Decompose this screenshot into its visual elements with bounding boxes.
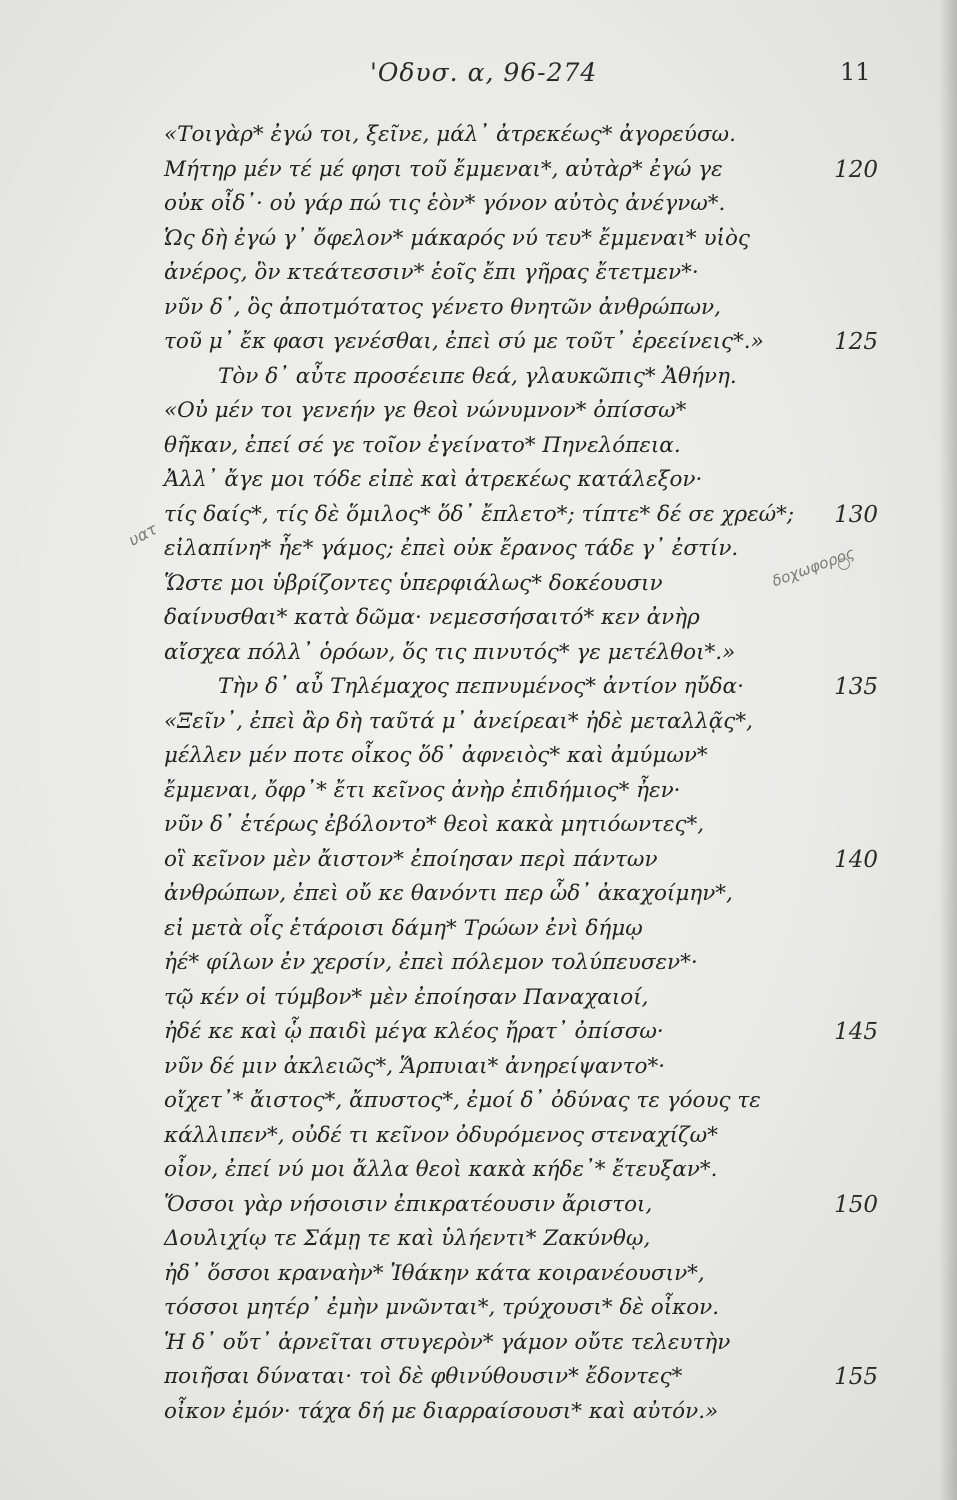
verse-text: ἠέ* φίλων ἐν χερσίν, ἐπεὶ πόλεμον τολύπευσεν*·	[164, 950, 698, 975]
verse-line	[0, 981, 957, 1016]
verse-text: μέλλεν μέν ποτε οἶκος ὅδ᾽ ἀφνειὸς* καὶ ἀμύμων*	[164, 743, 708, 768]
line-number: 150	[834, 1191, 878, 1218]
line-number: 130	[834, 501, 878, 528]
verse-text: νῦν δ᾽ ἑτέρως ἐβόλοντο* θεοὶ κακὰ μητιόωντες*,	[164, 812, 705, 837]
verse-line	[0, 946, 957, 981]
verse-text: Ἡ δ᾽ οὔτ᾽ ἀρνεῖται στυγερὸν* γάμον οὔτε τελευτὴν	[164, 1329, 731, 1355]
verse-line	[0, 1395, 957, 1430]
verse-line	[0, 394, 957, 429]
verse-line	[0, 360, 957, 395]
verse-text: οἶον, ἐπεί νύ μοι ἄλλα θεοὶ κακὰ κήδε᾽* ἔτευξαν*.	[164, 1157, 718, 1182]
verse-text: Τὸν δ᾽ αὖτε προσέειπε θεά, γλαυκῶπις* Ἀθήνη.	[218, 363, 737, 389]
verse-line	[0, 187, 957, 222]
verse-text: ἀνέρος, ὃν κτεάτεσσιν* ἑοῖς ἔπι γῆρας ἔτετμεν*·	[164, 260, 699, 285]
verse-text: αἴσχεα πόλλ᾽ ὁρόων, ὅς τις πινυτός* γε μετέλθοι*.»	[164, 639, 736, 665]
verse-line	[0, 1188, 957, 1223]
verse-line	[0, 1326, 957, 1361]
verse-text: Ὥστε μοι ὑβρίζοντες ὑπερφιάλως* δοκέουσιν	[164, 570, 663, 596]
running-head: 'Οδυσ. α, 96-274	[370, 58, 598, 87]
verse-line	[0, 843, 957, 878]
verse-line	[0, 325, 957, 360]
verse-text: «Ξεῖν᾽, ἐπεὶ ἂρ δὴ ταῦτά μ᾽ ἀνείρεαι* ἠδὲ μεταλλᾷς*,	[164, 708, 753, 734]
verse-text: Ὅσσοι γὰρ νήσοισιν ἐπικρατέουσιν ἄριστοι,	[164, 1191, 653, 1217]
verse-block	[0, 118, 957, 1429]
verse-line	[0, 463, 957, 498]
pencil-annotation-right: δοχωφορος	[769, 543, 857, 591]
verse-text: οἶκον ἐμόν· τάχα δή με διαρραίσουσι* καὶ αὐτόν.»	[164, 1398, 719, 1424]
verse-line	[0, 222, 957, 257]
verse-line	[0, 118, 957, 153]
verse-text: ἀνθρώπων, ἐπεὶ οὔ κε θανόντι περ ὧδ᾽ ἀκαχοίμην*,	[164, 881, 733, 906]
verse-text: οὐκ οἶδ᾽· οὐ γάρ πώ τις ἑὸν* γόνον αὐτὸς ἀνέγνω*.	[164, 191, 726, 216]
verse-line	[0, 1257, 957, 1292]
verse-line	[0, 739, 957, 774]
verse-text: «Οὐ μέν τοι γενεήν γε θεοὶ νώνυμνον* ὀπίσσω*	[164, 398, 687, 423]
verse-line	[0, 774, 957, 809]
verse-text: οἴχετ᾽* ἄιστος*, ἄπυστος*, ἐμοί δ᾽ ὀδύνας τε γόους τε	[164, 1088, 761, 1113]
line-number: 145	[834, 1019, 878, 1045]
verse-line	[0, 1119, 957, 1154]
verse-text: ἠδέ κε καὶ ᾧ παιδὶ μέγα κλέος ἤρατ᾽ ὀπίσσω·	[164, 1019, 664, 1044]
page-number: 11	[840, 58, 871, 86]
line-number: 135	[834, 674, 878, 700]
verse-line	[0, 1360, 957, 1395]
verse-text: εἰλαπίνη* ἦε* γάμος; ἐπεὶ οὐκ ἔρανος τάδε γ᾽ ἐστίν.	[164, 536, 739, 561]
verse-line	[0, 808, 957, 843]
verse-line	[0, 1084, 957, 1119]
verse-text: ἠδ᾽ ὅσσοι κραναὴν* Ἰθάκην κάτα κοιρανέουσιν*,	[164, 1260, 705, 1286]
verse-line	[0, 670, 957, 705]
verse-text: οἳ κεῖνον μὲν ἄιστον* ἐποίησαν περὶ πάντων	[164, 846, 658, 872]
line-number: 140	[834, 846, 878, 873]
verse-text: κάλλιπεν*, οὐδέ τι κεῖνον ὀδυρόμενος στεναχίζω*	[164, 1122, 718, 1148]
verse-text: Τὴν δ᾽ αὖ Τηλέμαχος πεπνυμένος* ἀντίον ηὔδα·	[218, 674, 744, 699]
verse-line	[0, 1050, 957, 1085]
page-header	[0, 58, 957, 98]
verse-text: Μήτηρ μέν τέ μέ φησι τοῦ ἔμμεναι*, αὐτὰρ* ἐγώ γε	[164, 156, 723, 182]
verse-line	[0, 601, 957, 636]
verse-text: εἰ μετὰ οἷς ἑτάροισι δάμη* Τρώων ἐνὶ δήμῳ	[164, 915, 643, 941]
verse-text: Ὡς δὴ ἐγώ γ᾽ ὄφελον* μάκαρός νύ τευ* ἔμμεναι* υἱὸς	[164, 225, 750, 251]
verse-text: ποιῆσαι δύναται· τοὶ δὲ φθινύθουσιν* ἔδοντες*	[164, 1364, 683, 1389]
pencil-annotation-left: υατ	[125, 519, 161, 550]
verse-text: θῆκαν, ἐπεί σέ γε τοῖον ἐγείνατο* Πηνελόπεια.	[164, 432, 681, 458]
verse-text: ἔμμεναι, ὄφρ᾽* ἔτι κεῖνος ἀνὴρ ἐπιδήμιος* ἦεν·	[164, 777, 681, 803]
verse-text: «Τοιγὰρ* ἐγώ τοι, ξεῖνε, μάλ᾽ ἀτρεκέως* ἀγορεύσω.	[164, 122, 736, 147]
verse-text: Ἀλλ᾽ ἄγε μοι τόδε εἰπὲ καὶ ἀτρεκέως κατάλεξον·	[164, 467, 703, 492]
verse-text: νῦν δέ μιν ἀκλειῶς*, Ἅρπυιαι* ἀνηρείψαντο*·	[164, 1053, 666, 1079]
verse-text: τόσσοι μητέρ᾽ ἐμὴν μνῶνται*, τρύχουσι* δὲ οἶκον.	[164, 1295, 720, 1320]
verse-text: νῦν δ᾽, ὃς ἀποτμότατος γένετο θνητῶν ἀνθρώπων,	[164, 294, 721, 320]
verse-text: Δουλιχίῳ τε Σάμῃ τε καὶ ὑλήεντι* Ζακύνθῳ,	[164, 1226, 651, 1251]
verse-text: τίς δαίς*, τίς δὲ ὅμιλος* ὅδ᾽ ἔπλετο*; τίπτε* δέ σε χρεώ*;	[164, 501, 795, 527]
verse-line	[0, 1222, 957, 1257]
verse-line	[0, 1153, 957, 1188]
verse-text: τοῦ μ᾽ ἔκ φασι γενέσθαι, ἐπεὶ σύ με τοῦτ᾽ ἐρεείνεις*.»	[164, 329, 764, 354]
verse-line	[0, 636, 957, 671]
line-number: 155	[834, 1364, 878, 1390]
verse-line	[0, 429, 957, 464]
verse-line	[0, 153, 957, 188]
verse-line	[0, 291, 957, 326]
line-number: 120	[834, 156, 878, 183]
verse-line	[0, 1015, 957, 1050]
verse-line	[0, 256, 957, 291]
pencil-circle-mark	[838, 558, 850, 570]
verse-line	[0, 912, 957, 947]
verse-line	[0, 1291, 957, 1326]
line-number: 125	[834, 329, 878, 355]
verse-line	[0, 705, 957, 740]
verse-text: δαίνυσθαι* κατὰ δῶμα· νεμεσσήσαιτό* κεν ἀνὴρ	[164, 605, 700, 630]
verse-text: τῷ κέν οἱ τύμβον* μὲν ἐποίησαν Παναχαιοί,	[164, 984, 649, 1010]
verse-line	[0, 877, 957, 912]
